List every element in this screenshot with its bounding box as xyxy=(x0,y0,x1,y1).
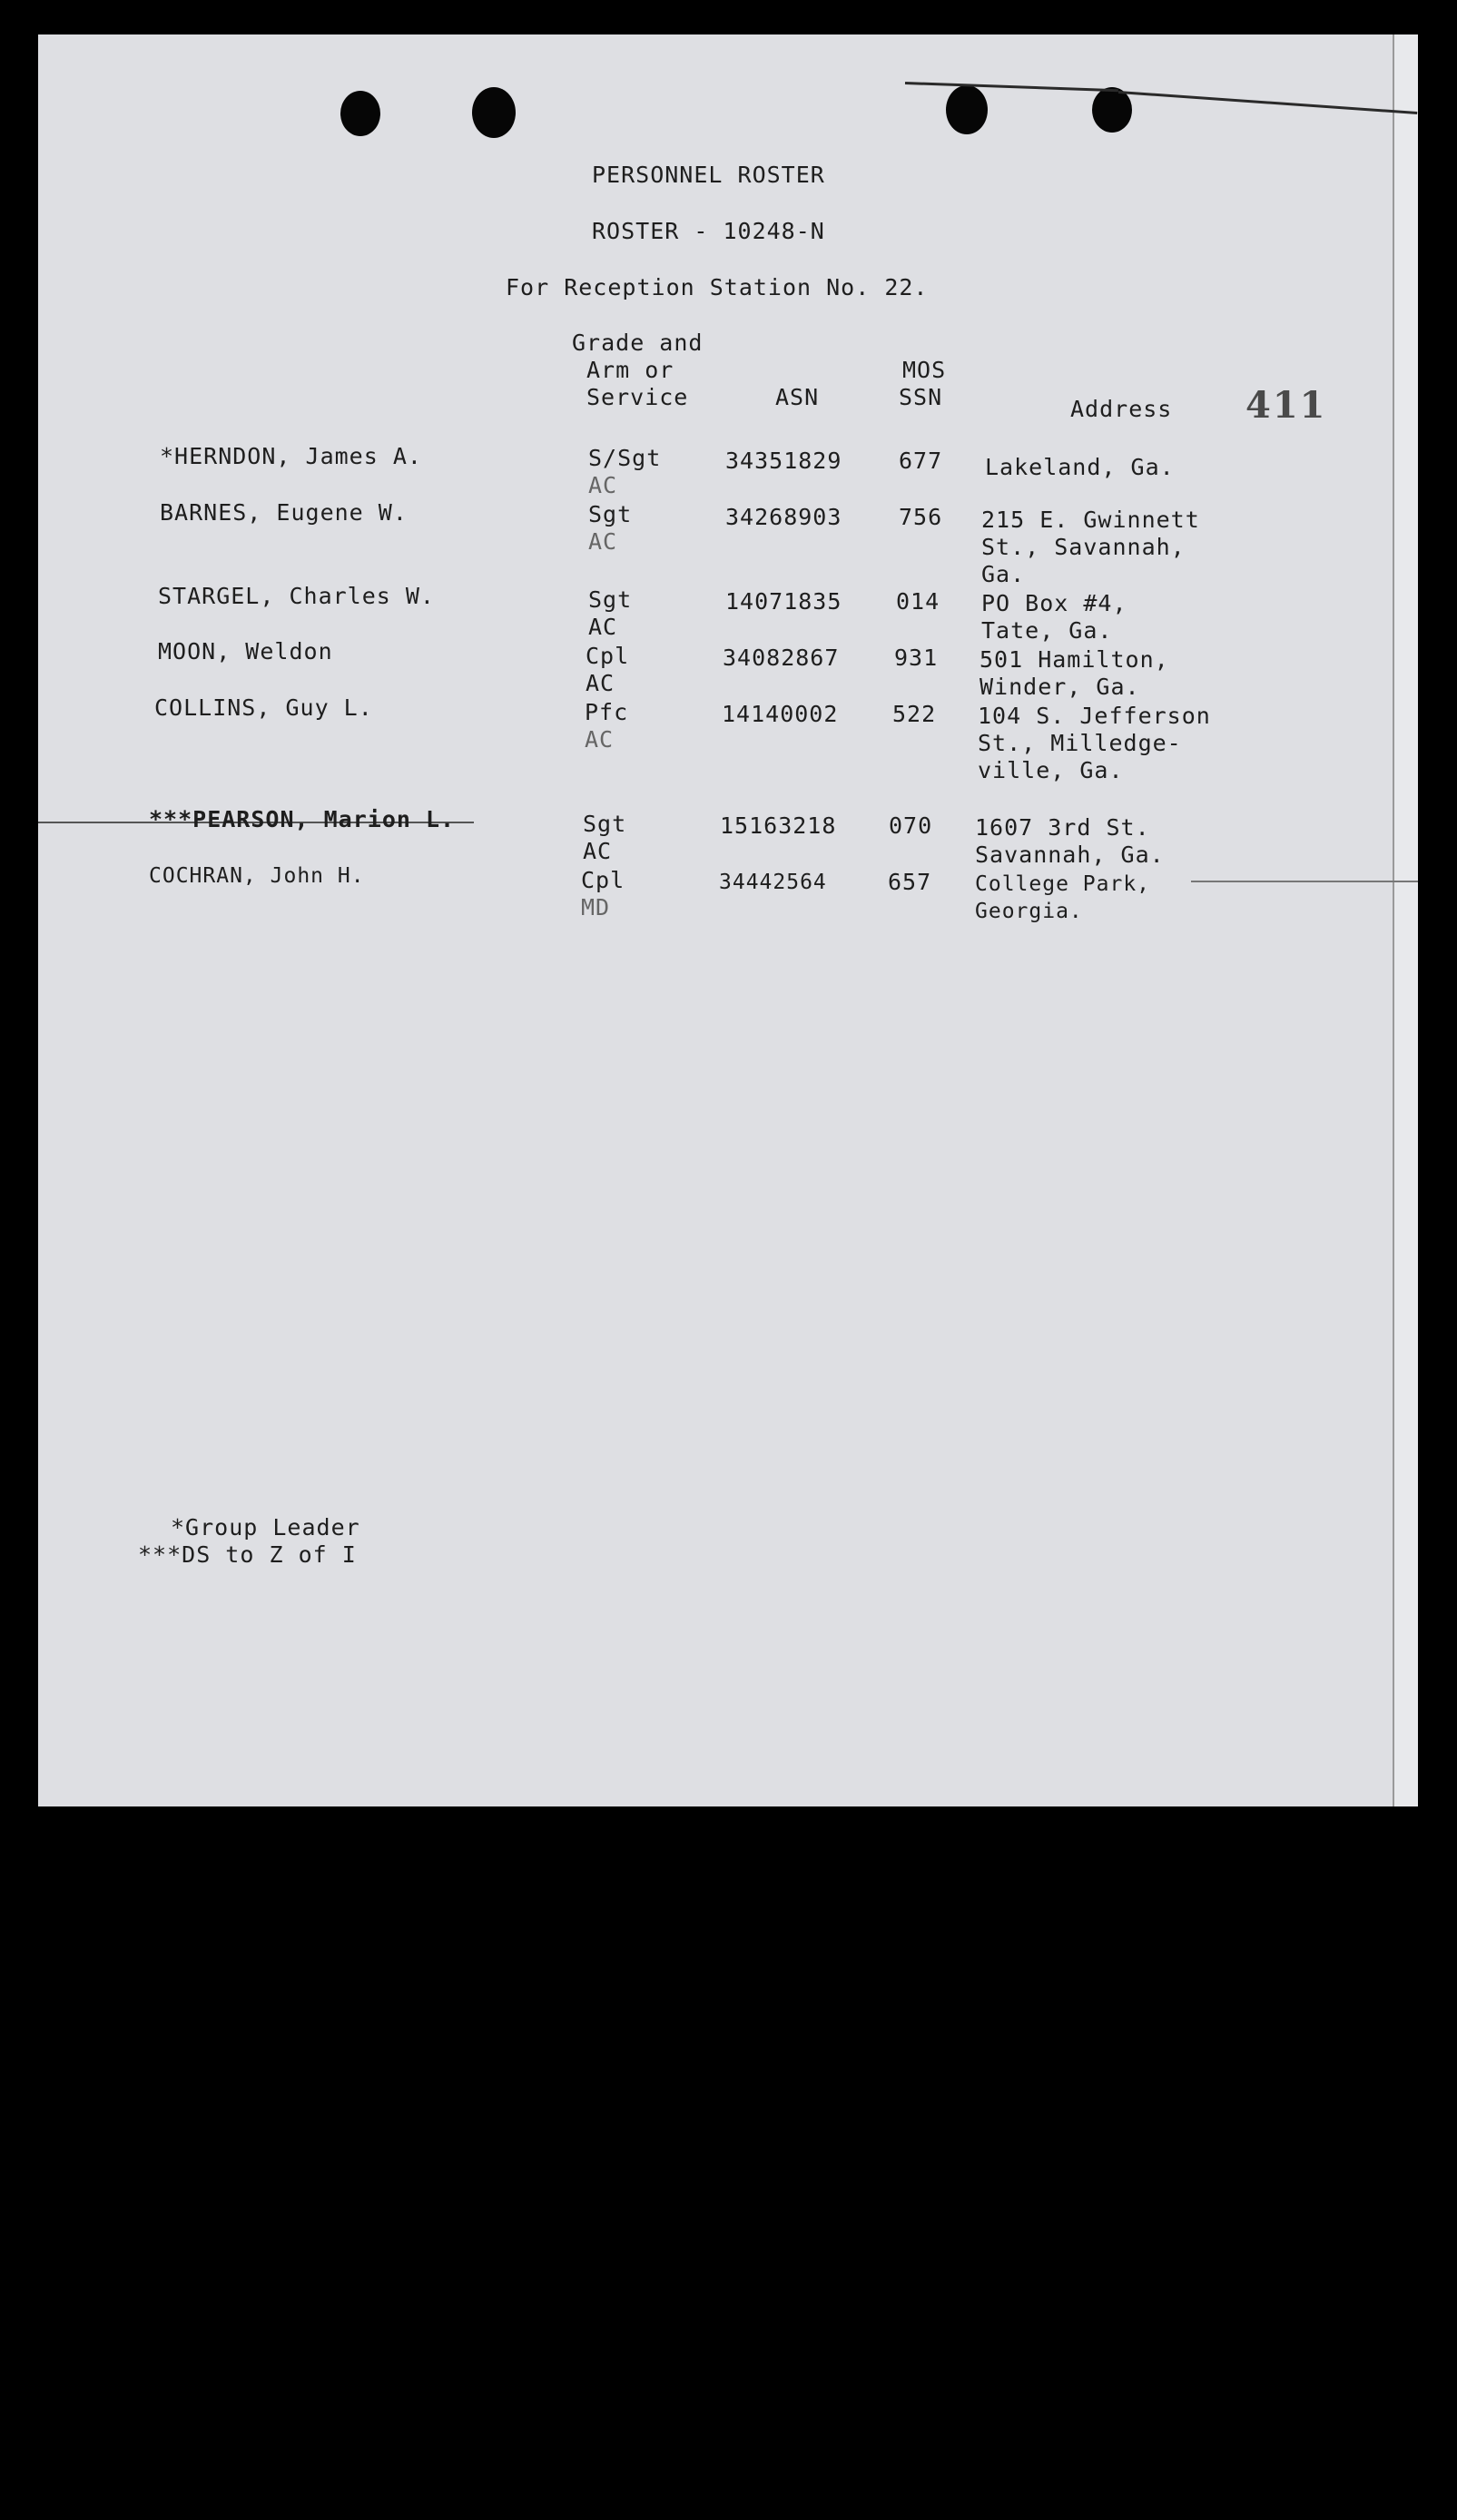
station-line: For Reception Station No. 22. xyxy=(506,274,929,300)
address-line: ville, Ga. xyxy=(978,757,1124,783)
address-cell xyxy=(981,507,1200,588)
grade-cell xyxy=(585,699,628,753)
column-header-grade-line: Grade and xyxy=(572,330,704,356)
page-number: 411 xyxy=(1245,384,1327,427)
grade-line: Cpl xyxy=(586,643,630,669)
address-line: Ga. xyxy=(981,561,1026,587)
address-line: 1607 3rd St. xyxy=(975,814,1150,841)
address-cell xyxy=(985,454,1175,481)
mos-cell: 014 xyxy=(896,588,940,615)
name-cell: BARNES, Eugene W. xyxy=(160,499,408,526)
address-line: 215 E. Gwinnett xyxy=(981,507,1200,533)
address-line: 501 Hamilton, xyxy=(980,646,1169,673)
tear-line xyxy=(1191,881,1418,882)
address-cell xyxy=(975,814,1165,869)
mos-cell: 070 xyxy=(889,812,933,839)
tear-line xyxy=(905,82,1118,92)
grade-cell xyxy=(583,811,626,865)
grade-line: Sgt xyxy=(588,501,633,527)
asn-cell: 14071835 xyxy=(725,588,842,615)
grade-cell xyxy=(588,445,661,499)
grade-line: Cpl xyxy=(581,867,625,893)
asn-cell: 15163218 xyxy=(720,812,837,839)
grade-line: AC xyxy=(585,726,615,753)
punch-hole xyxy=(946,85,988,134)
mos-cell: 931 xyxy=(894,645,939,671)
mos-cell: 756 xyxy=(899,504,943,530)
address-line: Winder, Ga. xyxy=(980,674,1140,700)
address-cell xyxy=(980,646,1169,701)
grade-line: Pfc xyxy=(585,699,629,725)
address-line: St., Savannah, xyxy=(981,534,1186,560)
grade-line: S/Sgt xyxy=(588,445,662,471)
grade-cell xyxy=(588,586,632,641)
grade-line: AC xyxy=(588,472,618,498)
grade-line: AC xyxy=(586,670,615,696)
punch-hole xyxy=(340,91,380,136)
address-line: College Park, xyxy=(975,872,1151,896)
name-cell: *HERNDON, James A. xyxy=(160,443,422,469)
address-cell xyxy=(981,590,1127,645)
column-header-mos-line: SSN xyxy=(899,384,943,410)
roster-number: ROSTER - 10248-N xyxy=(592,218,825,244)
name-cell: ***PEARSON, Marion L. xyxy=(149,806,456,832)
column-header-mos xyxy=(899,357,946,411)
tear-line xyxy=(1118,91,1417,114)
address-line: Georgia. xyxy=(975,900,1083,923)
roster-title: PERSONNEL ROSTER xyxy=(592,162,825,188)
address-cell xyxy=(975,871,1150,925)
asn-cell: 34082867 xyxy=(723,645,840,671)
asn-cell: 34351829 xyxy=(725,448,842,474)
name-cell: COCHRAN, John H. xyxy=(149,864,365,888)
grade-line: Sgt xyxy=(583,811,627,837)
address-line: Savannah, Ga. xyxy=(975,842,1165,868)
mos-cell: 522 xyxy=(892,701,937,727)
mos-cell: 677 xyxy=(899,448,943,474)
column-header-grade-line: Arm or xyxy=(586,357,674,383)
grade-line: MD xyxy=(581,894,611,920)
grade-cell xyxy=(586,643,629,697)
grade-cell xyxy=(588,501,632,556)
column-header-grade xyxy=(572,330,703,411)
footnote-group-leader: *Group Leader xyxy=(171,1514,360,1541)
column-header-address: Address xyxy=(1070,396,1173,422)
address-line: 104 S. Jefferson xyxy=(978,703,1211,729)
name-cell: COLLINS, Guy L. xyxy=(154,694,373,721)
grade-cell xyxy=(581,867,625,921)
column-header-grade-line: Service xyxy=(586,384,689,410)
grade-line: Sgt xyxy=(588,586,633,613)
address-line: Lakeland, Ga. xyxy=(985,454,1175,480)
grade-line: AC xyxy=(588,614,618,640)
grade-line: AC xyxy=(583,838,613,864)
punch-hole xyxy=(472,87,516,138)
asn-cell: 14140002 xyxy=(722,701,839,727)
name-cell: MOON, Weldon xyxy=(158,638,333,664)
page-edge xyxy=(1393,34,1418,1806)
column-header-mos-line: MOS xyxy=(902,357,947,383)
name-cell: STARGEL, Charles W. xyxy=(158,583,435,609)
address-line: Tate, Ga. xyxy=(981,617,1113,644)
address-cell xyxy=(978,703,1211,784)
column-header-asn: ASN xyxy=(775,384,820,410)
document-page xyxy=(38,34,1418,1806)
address-line: PO Box #4, xyxy=(981,590,1127,616)
footnote-ds: ***DS to Z of I xyxy=(138,1541,357,1568)
asn-cell: 34442564 xyxy=(719,871,827,894)
address-line: St., Milledge- xyxy=(978,730,1182,756)
mos-cell: 657 xyxy=(888,869,932,895)
grade-line: AC xyxy=(588,528,618,555)
asn-cell: 34268903 xyxy=(725,504,842,530)
